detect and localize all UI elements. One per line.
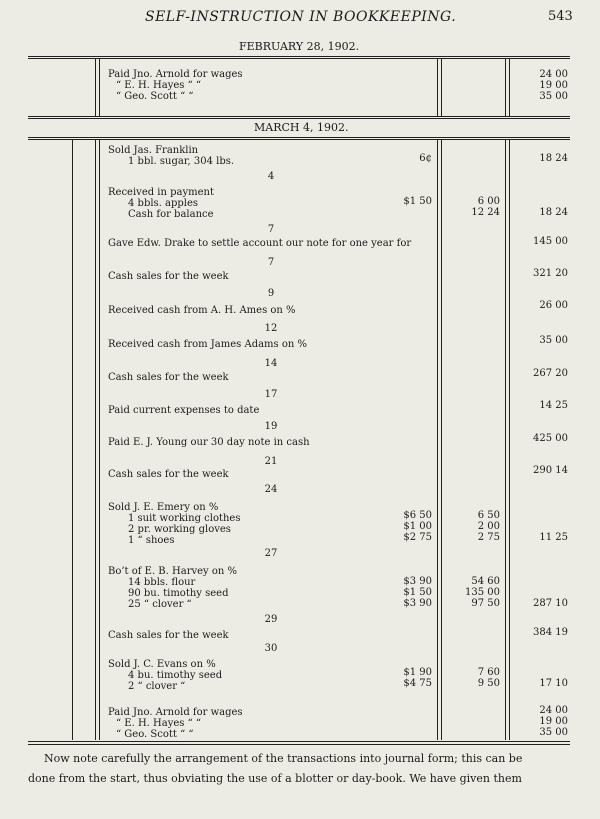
day-number: 30 — [264, 643, 278, 654]
entry-text: “ E. H. Hayes “ “ — [116, 80, 201, 91]
entry-text: 14 bbls. flour — [128, 577, 196, 588]
day-number: 19 — [264, 421, 278, 432]
entry-text: 25 “ clover “ — [128, 599, 192, 610]
entry-text: Received cash from A. H. Ames on % — [108, 305, 296, 316]
subtotal: 97 50 — [471, 598, 500, 609]
column-rule — [437, 58, 438, 116]
entry-text: Paid Jno. Arnold for wages — [108, 707, 243, 718]
running-header: SELF-INSTRUCTION IN BOOKKEEPING. — [145, 9, 457, 25]
rate: $3 90 — [403, 576, 432, 587]
day-number: 21 — [264, 456, 278, 467]
rule — [28, 56, 570, 57]
entry-text: Sold Jas. Franklin — [108, 145, 199, 156]
entry-text: Cash sales for the week — [108, 271, 229, 282]
body-text-line: done from the start, thus obviating the use of a blotter or day-book. We have given them — [28, 772, 522, 785]
amount: 287 10 — [533, 598, 568, 609]
entry-text: Bo’t of E. B. Harvey on % — [108, 566, 238, 577]
entry-text: Received cash from James Adams on % — [108, 339, 307, 350]
subtotal: 6 50 — [477, 510, 500, 521]
amount: 24 00 — [539, 69, 568, 80]
day-number: 24 — [264, 484, 278, 495]
entry-text: 90 bu. timothy seed — [128, 588, 229, 599]
column-rule — [99, 139, 100, 740]
entry-text: Received in payment — [108, 187, 215, 198]
subtotal: 2 00 — [477, 521, 500, 532]
rate: $3 90 — [403, 598, 432, 609]
subtotal: 2 75 — [477, 532, 500, 543]
body-text-line: Now note carefully the arrangement of the transactions into journal form; this can be — [44, 752, 523, 765]
amount: 267 20 — [533, 368, 568, 379]
subtotal: 6 00 — [477, 196, 500, 207]
entry-text: Sold J. C. Evans on % — [108, 659, 216, 670]
amount: 35 00 — [539, 335, 568, 346]
rate: $1 00 — [403, 521, 432, 532]
column-rule — [441, 58, 442, 116]
entry-text: Cash sales for the week — [108, 630, 229, 641]
rule — [28, 741, 570, 742]
column-rule — [505, 139, 506, 740]
day-number: 7 — [267, 224, 275, 235]
rate: $6 50 — [403, 510, 432, 521]
column-rule — [441, 139, 442, 740]
amount: 425 00 — [533, 433, 568, 444]
entry-text: Sold J. E. Emery on % — [108, 502, 219, 513]
column-rule — [505, 58, 506, 116]
entry-text: “ E. H. Hayes “ “ — [116, 718, 201, 729]
entry-text: 1 “ shoes — [128, 535, 175, 546]
date-heading-feb-28: FEBRUARY 28, 1902. — [239, 40, 360, 53]
entry-text: 1 suit working clothes — [128, 513, 241, 524]
amount: 17 10 — [539, 678, 568, 689]
amount: 26 00 — [539, 300, 568, 311]
entry-text: 4 bu. timothy seed — [128, 670, 223, 681]
page-number: 543 — [548, 9, 573, 24]
rate: $2 75 — [403, 532, 432, 543]
subtotal: 7 60 — [477, 667, 500, 678]
column-rule — [509, 139, 510, 740]
subtotal: 9 50 — [477, 678, 500, 689]
entry-text: Cash sales for the week — [108, 469, 229, 480]
rule — [28, 118, 570, 119]
day-number: 29 — [264, 614, 278, 625]
entry-text: Gave Edw. Drake to settle account our note for one year for — [108, 238, 412, 249]
rate: 6¢ — [419, 153, 432, 164]
amount: 35 00 — [539, 727, 568, 738]
rule — [28, 137, 570, 138]
entry-text: “ Geo. Scott “ “ — [116, 729, 194, 740]
entry-text: Paid E. J. Young our 30 day note in cash — [108, 437, 310, 448]
entry-text: Paid current expenses to date — [108, 405, 260, 416]
rate: $1 50 — [403, 587, 432, 598]
rule — [28, 58, 570, 59]
amount: 321 20 — [533, 268, 568, 279]
day-number: 4 — [267, 171, 275, 182]
entry-text: 2 pr. working gloves — [128, 524, 231, 535]
entry-text: Paid Jno. Arnold for wages — [108, 69, 243, 80]
entry-text: 4 bbls. apples — [128, 198, 199, 209]
day-number: 17 — [264, 389, 278, 400]
column-rule — [437, 139, 438, 740]
column-rule — [72, 139, 73, 740]
amount: 14 25 — [539, 400, 568, 411]
rule — [28, 139, 570, 140]
column-rule — [99, 58, 100, 116]
amount: 11 25 — [539, 532, 568, 543]
day-number: 14 — [264, 358, 278, 369]
amount: 19 00 — [539, 80, 568, 91]
column-rule — [95, 139, 96, 740]
day-number: 27 — [264, 548, 278, 559]
date-heading-march-4: MARCH 4, 1902. — [254, 121, 349, 134]
column-rule — [509, 58, 510, 116]
amount: 24 00 — [539, 705, 568, 716]
entry-text: Cash for balance — [128, 209, 214, 220]
entry-text: “ Geo. Scott “ “ — [116, 91, 194, 102]
day-number: 7 — [267, 257, 275, 268]
amount: 35 00 — [539, 91, 568, 102]
amount: 18 24 — [539, 207, 568, 218]
rate: $1 90 — [403, 667, 432, 678]
entry-text: 2 “ clover “ — [128, 681, 186, 692]
day-number: 12 — [264, 323, 278, 334]
subtotal: 135 00 — [465, 587, 500, 598]
rate: $4 75 — [403, 678, 432, 689]
rule — [28, 116, 570, 117]
subtotal: 12 24 — [471, 207, 500, 218]
amount: 384 19 — [533, 627, 568, 638]
subtotal: 54 60 — [471, 576, 500, 587]
amount: 18 24 — [539, 153, 568, 164]
amount: 145 00 — [533, 236, 568, 247]
entry-text: 1 bbl. sugar, 304 lbs. — [128, 156, 235, 167]
day-number: 9 — [267, 288, 275, 299]
rule — [28, 744, 570, 745]
rate: $1 50 — [403, 196, 432, 207]
amount: 19 00 — [539, 716, 568, 727]
amount: 290 14 — [533, 465, 568, 476]
column-rule — [95, 58, 96, 116]
entry-text: Cash sales for the week — [108, 372, 229, 383]
